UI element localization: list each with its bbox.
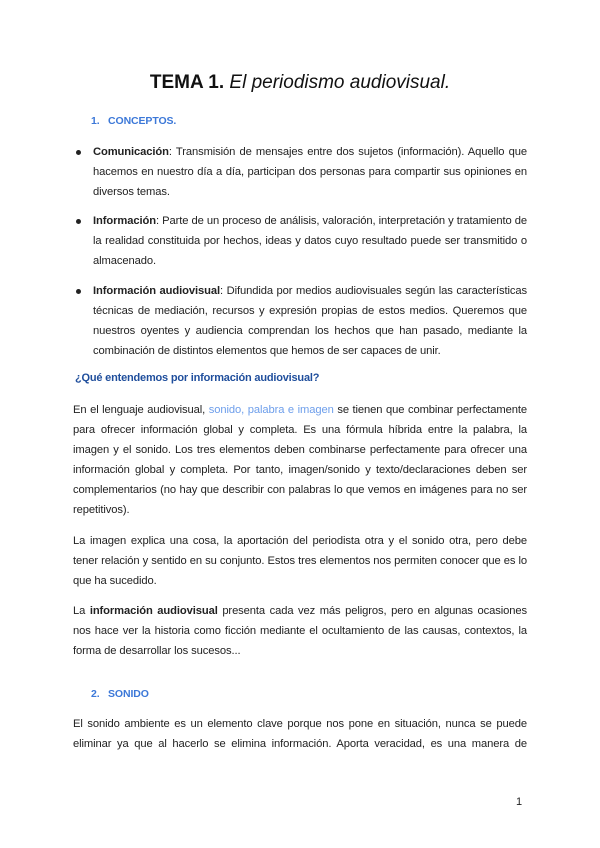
bullet-term: Información audiovisual: [93, 285, 220, 297]
bullet-text: : Parte de un proceso de análisis, valoración, interpretación y tratamiento de la realidad constituida por hechos, ideas y datos cuyo resultado puede ser transmitido o almacenado.: [93, 215, 527, 267]
section-heading-conceptos: [91, 115, 176, 127]
bullet-icon: [76, 150, 81, 155]
bullet-term: Comunicación: [93, 146, 169, 158]
bold-text: información audiovisual: [89, 605, 218, 617]
paragraph: El sonido ambiente es un elemento clave porque nos pone en situación, nunca se puede eliminar ya que al hacerlo se elimina información. Aporta veracidad, es una manera de: [73, 718, 527, 750]
text: En el lenguaje audiovisual,: [73, 404, 209, 416]
subheading: ¿Qué entendemos por información audiovisual?: [75, 372, 320, 384]
paragraph: La imagen explica una cosa, la aportación del periodista otra y el sonido otra, pero debe tener relación y sentido en su conjunto. Estos tres elementos nos permiten conocer que es lo que ha sucedido.: [73, 535, 527, 587]
bullet-item: [93, 281, 527, 361]
highlighted-text: sonido, palabra e imagen: [208, 404, 334, 416]
bullet-icon: [76, 219, 81, 224]
section-number: 2.: [91, 688, 100, 700]
section-label: CONCEPTOS.: [108, 115, 177, 127]
text: se tienen que combinar perfectamente para ofrecer información global y completa. Es una fórmula híbrida entre la palabra, la imagen y el sonido. Los tres elementos deben combinarse perfectamente para ofrecer una información global y completa. Por tanto, imagen/sonido y texto/declaraciones deben ser complementarios (no hay que describir con palabras lo que vemos en imágenes para no ser repetitivos).: [73, 404, 527, 516]
bullet-icon: [76, 289, 81, 294]
title-bold: TEMA 1.: [149, 72, 225, 93]
page-title: [0, 72, 600, 94]
bullet-text: : Difundida por medios audiovisuales según las características técnicas de mediación, recursos y expresión propias de estos medios. Queremos que nuestros oyentes y audiencia comprendan los hechos que han pasado, mediante la combinación de distintos elementos que hemos de ser capaces de unir.: [93, 285, 527, 357]
text: presenta cada vez más peligros, pero en algunas ocasiones nos hace ver la historia como ficción mediante el ocultamiento de las causas, contextos, la forma de desarrollar los sucesos...: [73, 605, 527, 657]
section-number: 1.: [91, 115, 100, 127]
bullet-text: : Transmisión de mensajes entre dos sujetos (información). Aquello que hacemos en nuestro día a día, participan dos personas para compartir sus opiniones en diversos temas.: [93, 146, 527, 198]
bullet-term: Información: [93, 215, 156, 227]
paragraph: [73, 601, 527, 661]
paragraph: [73, 400, 527, 520]
section-label: SONIDO: [108, 688, 149, 700]
bullet-item: [93, 142, 527, 202]
bullet-item: [93, 211, 527, 271]
page-number: 1: [516, 796, 523, 808]
section-heading-sonido: [91, 688, 149, 700]
text: La: [73, 605, 90, 617]
title-italic: El periodismo audiovisual.: [229, 72, 451, 93]
